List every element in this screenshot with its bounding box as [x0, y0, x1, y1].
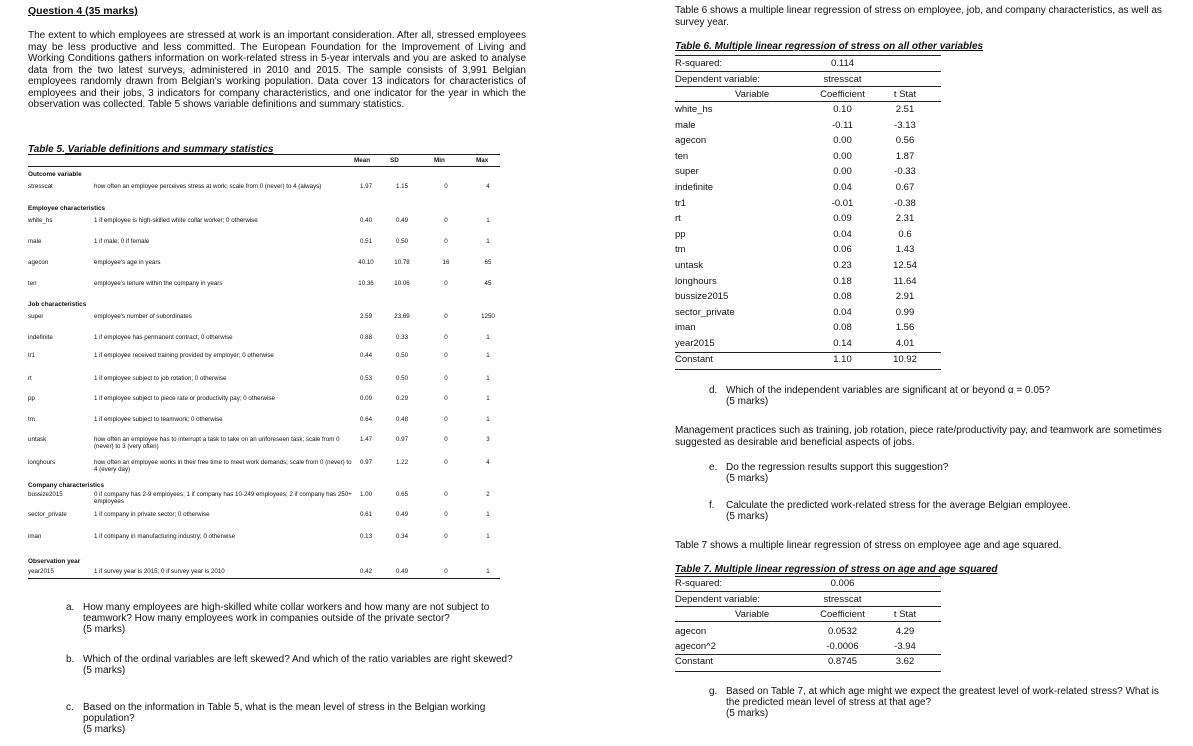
table6-row-coefficient: 0.04: [833, 228, 852, 240]
table6-row-coefficient: 0.08: [833, 322, 852, 334]
table6-row-coefficient: 0.04: [833, 182, 852, 193]
table5-min-value: 0: [444, 183, 448, 190]
table5-sd-value: 10.78: [394, 259, 410, 266]
table6-row-tstat: 4.01: [895, 338, 915, 349]
table5-mean-value: 10.36: [358, 280, 374, 287]
table6-rsq-label: R-squared:: [675, 58, 722, 69]
table5-mean-value: 40.10: [358, 259, 374, 266]
table6-row-variable: ten: [675, 150, 689, 162]
table5-min-value: 0: [444, 568, 448, 575]
table6-row-variable: male: [675, 119, 696, 131]
table5-row-iman: [28, 533, 500, 555]
table6-row-variable: super: [675, 166, 699, 178]
table5-var-description: 0 if company has 2-9 employees; 1 if company has 10-249 employees; 2 if company has 250+ employees: [94, 491, 352, 505]
table5-row-year2015: [28, 568, 500, 590]
table5-mean-value: 1.47: [359, 436, 373, 443]
table5-var-description: employee's number of subordinates: [94, 313, 192, 320]
section-outcome: Outcome variable: [28, 171, 82, 178]
table7-intro: Table 7 shows a multiple linear regression of stress on employee age and age squared.: [675, 540, 1062, 551]
table5-header-rule: [28, 166, 500, 167]
table6-header-tstat: t Stat: [893, 89, 917, 100]
section-company: Company characteristics: [28, 482, 105, 489]
question-d-label: d.: [709, 385, 718, 396]
table6-row-variable: untask: [675, 260, 703, 271]
table6-row-coefficient: 0.06: [833, 244, 852, 256]
table5-var-description: how often an employee has to interrupt a task to take on an unforeseen task; scale from 0 (never) to 3 (very often): [94, 436, 340, 450]
table5-row-stresscat: [28, 183, 500, 205]
table5-var-name: untask: [28, 436, 47, 443]
table5-var-name: super: [28, 313, 44, 320]
table5-top-rule: [28, 154, 500, 155]
table5-var-description: 1 if employee subject to piece rate or productivity pay; 0 otherwise: [94, 395, 275, 402]
table5-sd-value: 0.49: [395, 511, 409, 518]
table5-sd-value: 0.49: [395, 217, 409, 224]
table5-min-value: 0: [444, 280, 448, 287]
table5-min-value: 0: [444, 491, 448, 498]
question-b-marks: (5 marks): [83, 665, 126, 676]
table5-var-name: rt: [28, 375, 32, 382]
table5-min-value: 0: [444, 459, 448, 466]
table5-max-value: 1: [486, 395, 490, 402]
table5-var-description: 1 if employee subject to job rotation; 0 otherwise: [94, 375, 227, 382]
table6-row-coefficient: 0.09: [833, 213, 852, 225]
table6-row-tstat: 1.56: [895, 322, 915, 334]
table5-var-name: indefinite: [28, 334, 53, 341]
question-e-marks: (5 marks): [726, 473, 769, 484]
table6-row-tstat: 2.91: [895, 291, 915, 303]
table5-var-description: 1 if employee has permanent contract; 0 otherwise: [94, 334, 233, 341]
table6-row-variable: tm: [675, 244, 686, 256]
table5-mean-value: 0.88: [359, 334, 373, 341]
table5-row-untask: [28, 436, 500, 458]
table5-max-value: 1: [486, 352, 490, 359]
question-f-label: f.: [709, 500, 715, 511]
table5-var-description: 1 if male; 0 if female: [94, 238, 150, 245]
table7-header-coefficient: Coefficient: [820, 609, 865, 620]
table5-sd-value: 0.48: [395, 416, 409, 423]
table5-row-rt: [28, 375, 500, 397]
table5-sd-value: 0.65: [395, 491, 409, 498]
table5-min-value: 0: [444, 375, 448, 382]
table5-row-sector-private: [28, 511, 500, 533]
table5-max-value: 2: [486, 491, 490, 498]
question-d-text: Which of the independent variables are significant at or beyond α = 0.05?: [726, 385, 1051, 396]
table5-row-agecon: [28, 259, 500, 281]
table7-row-variable: Constant: [675, 656, 714, 667]
table5-var-name: iman: [28, 533, 42, 540]
table6-row-coefficient: 0.10: [833, 104, 852, 115]
table6-title: Table 6. Multiple linear regression of stress on all other variables: [675, 41, 984, 52]
question-d-marks: (5 marks): [726, 396, 769, 407]
table5-sd-value: 23.69: [394, 313, 410, 320]
table7-row-variable: agecon^2: [675, 641, 716, 652]
table6-row-variable: Constant: [675, 353, 714, 365]
table6-row-coefficient: 0.14: [833, 338, 852, 349]
table5-var-description: employee's age in years: [94, 259, 161, 266]
table5-min-value: 0: [444, 511, 448, 518]
table5-var-name: ten: [28, 280, 37, 287]
table5-sd-value: 0.97: [395, 436, 409, 443]
table7-dep-label: Dependent variable:: [675, 594, 761, 605]
table7-title: Table 7. Multiple linear regression of stress on age and age squared: [675, 564, 998, 575]
table5-var-name: pp: [28, 395, 35, 402]
table6-row-variable: year2015: [675, 338, 715, 349]
table5-var-name: tm: [28, 416, 35, 423]
table6-row-variable: longhours: [675, 275, 717, 287]
question-e-label: e.: [709, 462, 718, 473]
table6-row-coefficient: 0.04: [833, 306, 852, 318]
table6-row-coefficient: 0.00: [833, 166, 852, 178]
table5-var-name: sector_private: [28, 511, 67, 518]
table5-sd-value: 10.06: [394, 280, 410, 287]
table5-min-value: 0: [444, 395, 448, 402]
table5-var-name: white_hs: [28, 217, 53, 224]
table7-rsq-value: 0.006: [830, 578, 855, 589]
table5-sd-value: 1.15: [395, 183, 409, 190]
table6-row-variable: tr1: [675, 197, 687, 209]
table5-var-name: agecon: [28, 259, 49, 266]
question-b-label: b.: [66, 654, 75, 665]
table5-row-ten: [28, 280, 500, 302]
table5-var-description: 1 if employee is high-skilled white collar worker; 0 otherwise: [94, 217, 258, 224]
section-year: Observation year: [28, 558, 81, 565]
question-c-text: Based on the information in Table 5, what is the mean level of stress in the Belgian working population?: [83, 702, 486, 724]
section-employee: Employee characteristics: [28, 205, 106, 212]
table7: [675, 576, 941, 676]
table6-row-variable: rt: [675, 213, 681, 225]
table6-row-coefficient: -0.11: [832, 119, 853, 131]
table6-row-tstat: 0.6: [898, 228, 912, 240]
table6-row-tstat: 1.43: [895, 244, 915, 256]
table7-row-coefficient: 0.0532: [827, 626, 858, 637]
table7-rsq-label: R-squared:: [675, 578, 722, 589]
table5-max-value: 1: [486, 334, 490, 341]
table5-var-description: how often an employee works in their free time to meet work demands; scale from 0 (never) to 4 (every day): [94, 459, 352, 473]
table5-sd-value: 0.49: [395, 568, 409, 575]
table7-header-variable: Variable: [735, 609, 770, 620]
table5-sd-value: 0.33: [395, 334, 409, 341]
table5-min-value: 0: [444, 352, 448, 359]
table6-row-tstat: 12.54: [893, 260, 917, 271]
question-g-text: Based on Table 7, at which age might we expect the greatest level of work-related stress? What is the predicted mean level of stress at that age?: [726, 686, 1159, 708]
table5-var-name: bussize2015: [28, 491, 63, 498]
table5-var-name: longhours: [28, 459, 56, 466]
table5-var-description: how often an employee perceives stress at work; scale from 0 (never) to 4 (always): [94, 183, 322, 190]
table5-bottom-rule: [28, 578, 500, 579]
table6-row-variable: pp: [675, 228, 686, 240]
table6-row-tstat: 0.56: [895, 135, 915, 147]
table5-var-description: employee's tenure within the company in years: [94, 280, 223, 287]
table5-var-name: male: [28, 238, 42, 245]
section-job: Job characteristics: [28, 301, 87, 308]
table5-max-value: 1: [486, 238, 490, 245]
question-a-marks: (5 marks): [83, 624, 126, 635]
question-title: Question 4 (35 marks): [28, 5, 138, 17]
table5-mean-value: 0.53: [359, 375, 373, 382]
table6: [675, 55, 941, 375]
table5-var-description: 1 if company in manufacturing industry; 0 otherwise: [94, 533, 236, 540]
table6-row-tstat: -3.13: [894, 119, 916, 131]
question-f-text: Calculate the predicted work-related stress for the average Belgian employee.: [726, 500, 1071, 511]
table6-row-tstat: -0.33: [894, 166, 916, 178]
table6-rsq-value: 0.114: [830, 58, 855, 69]
table5-sd-value: 1.22: [395, 459, 409, 466]
question-intro: The extent to which employees are stressed at work is an important consideration. After all, stressed employees may be less productive and less committed. The European Foundation for the Improvement of Living and Working Conditions gathers information on work-related stress in 5-year intervals and you are asked to analyse data from the two latest surveys, administered in 2010 and 2015. The sample consists of 3,991 Belgian employees randomly drawn from Belgian's working population. Data cover 13 indicators for characteristics of employees and their jobs, 3 indicators for company characteristics, and one indicator for the year in which the observation was collected. Table 5 shows variable definitions and summary statistics.: [28, 30, 526, 110]
table6-row-tstat: 0.67: [895, 182, 915, 193]
table7-row-tstat: -3.94: [894, 641, 916, 652]
table6-row-coefficient: 0.18: [833, 275, 852, 287]
table5-var-description: 1 if employee received training provided by employer; 0 otherwise: [94, 352, 274, 359]
table5-min-value: 0: [444, 217, 448, 224]
table7-row-tstat: 3.62: [895, 656, 915, 667]
table6-row-variable: bussize2015: [675, 291, 729, 303]
table5-var-name: tr1: [28, 352, 36, 359]
table5-row-tr1: [28, 352, 500, 374]
table7-dep-value: stresscat: [823, 594, 862, 605]
table6-row-coefficient: 0.00: [833, 150, 852, 162]
table6-row-tstat: 10.92: [893, 353, 917, 365]
table6-row-variable: white_hs: [675, 104, 713, 115]
table5-mean-value: 0.09: [359, 395, 373, 402]
table5-mean-value: 0.64: [359, 416, 373, 423]
table5-row-male: [28, 238, 500, 260]
table6-row-tstat: 2.31: [895, 213, 915, 225]
table5-sd-value: 0.34: [395, 533, 409, 540]
table7-row-tstat: 4.29: [895, 626, 915, 637]
table6-header-variable: Variable: [735, 89, 770, 100]
table5-max-value: 3: [486, 436, 490, 443]
table5-mean-value: 2.59: [359, 313, 373, 320]
management-paragraph: Management practices such as training, job rotation, piece rate/productivity pay, and teamwork are sometimes suggested as desirable and beneficial aspects of jobs.: [675, 425, 1162, 448]
table5-min-value: 0: [444, 436, 448, 443]
table7-row-coefficient: -0.0006: [826, 641, 859, 652]
question-g-marks: (5 marks): [726, 708, 769, 719]
table5-max-value: 65: [484, 259, 492, 266]
table5-header-min: Min: [434, 157, 445, 164]
table5-header-sd: SD: [390, 157, 399, 164]
table5-min-value: 0: [444, 334, 448, 341]
table7-header-tstat: t Stat: [893, 609, 917, 620]
table6-dep-value: stresscat: [823, 74, 862, 85]
table5-title-prefix: Table 5.: [28, 144, 65, 155]
table6-row-variable: sector_private: [675, 306, 735, 318]
question-c-marks: (5 marks): [83, 724, 126, 735]
table5-max-value: 45: [484, 280, 492, 287]
table6-row-tstat: 0.99: [895, 306, 915, 318]
question-a-text: How many employees are high-skilled white collar workers and how many are not subject to teamwork? How many employees work in companies outside of the private sector?: [83, 602, 490, 624]
table5-max-value: 1: [486, 533, 490, 540]
table5-header-max: Max: [476, 157, 489, 164]
table5-max-value: 1: [486, 217, 490, 224]
table6-row-tstat: -0.38: [894, 197, 916, 209]
table6-row-coefficient: 0.08: [833, 291, 852, 303]
table5-mean-value: 0.97: [359, 459, 373, 466]
table5-mean-value: 0.13: [359, 533, 373, 540]
table5-min-value: 16: [442, 259, 450, 266]
table6-intro: Table 6 shows a multiple linear regression of stress on employee, job, and company characteristics, as well as survey year.: [675, 5, 1162, 28]
table6-row-variable: iman: [675, 322, 696, 334]
table5-mean-value: 1.00: [359, 491, 373, 498]
table6-row-tstat: 1.87: [895, 150, 915, 162]
table5-min-value: 0: [444, 416, 448, 423]
table5-row-pp: [28, 395, 500, 417]
table5-title-rest: Variable definitions and summary statistics: [64, 144, 274, 155]
table5-mean-value: 1.97: [359, 183, 373, 190]
question-e-text: Do the regression results support this suggestion?: [726, 462, 949, 473]
table6-row-tstat: 11.64: [893, 275, 917, 287]
table5-row-white-hs: [28, 217, 500, 239]
table5-var-name: year2015: [28, 568, 54, 575]
table5-min-value: 0: [444, 313, 448, 320]
table5-mean-value: 0.61: [359, 511, 373, 518]
question-c-label: c.: [66, 702, 74, 713]
table5-min-value: 0: [444, 238, 448, 245]
table5-row-bussize2015: [28, 491, 500, 513]
table5-mean-value: 0.40: [359, 217, 373, 224]
table5-min-value: 0: [444, 533, 448, 540]
table5-var-description: 1 if employee subject to teamwork; 0 otherwise: [94, 416, 223, 423]
table6-row-coefficient: 0.00: [833, 135, 852, 147]
question-a-label: a.: [66, 602, 75, 613]
table7-row-variable: agecon: [675, 626, 707, 637]
table5-row-tm: [28, 416, 500, 438]
table5-max-value: 1: [486, 511, 490, 518]
table6-dep-label: Dependent variable:: [675, 74, 761, 85]
table5-max-value: 1: [486, 375, 490, 382]
table5-max-value: 1: [486, 416, 490, 423]
question-g-label: g.: [709, 686, 718, 697]
table5-mean-value: 0.51: [359, 238, 373, 245]
table5-sd-value: 0.50: [395, 375, 409, 382]
table7-row-coefficient: 0.8745: [827, 656, 858, 667]
table5-row-longhours: [28, 459, 500, 481]
table5-max-value: 4: [486, 459, 490, 466]
question-b-text: Which of the ordinal variables are left skewed? And which of the ratio variables are right skewed?: [83, 654, 513, 665]
table5-var-description: 1 if survey year is 2015; 0 if survey year is 2010: [94, 568, 225, 575]
table5-mean-value: 0.44: [359, 352, 373, 359]
table5-var-description: 1 if company in private sector; 0 otherwise: [94, 511, 210, 518]
table5-row-super: [28, 313, 500, 335]
table5-sd-value: 0.50: [395, 238, 409, 245]
table5-header-mean: Mean: [354, 157, 371, 164]
table5-sd-value: 0.29: [395, 395, 409, 402]
question-f-marks: (5 marks): [726, 511, 769, 522]
table5-max-value: 1250: [481, 313, 495, 320]
table6-header-coefficient: Coefficient: [820, 89, 865, 100]
table5-mean-value: 0.42: [359, 568, 373, 575]
table5-max-value: 1: [486, 568, 490, 575]
table6-row-coefficient: 1.10: [833, 353, 852, 365]
table5-max-value: 4: [486, 183, 490, 190]
table6-row-tstat: 2.51: [895, 104, 915, 115]
table5-var-name: stresscat: [28, 183, 53, 190]
table6-row-coefficient: 0.23: [833, 260, 852, 271]
table6-row-variable: indefinite: [675, 182, 714, 193]
table6-row-coefficient: -0.01: [831, 197, 854, 209]
table6-row-variable: agecon: [675, 135, 707, 147]
table5-sd-value: 0.50: [395, 352, 409, 359]
